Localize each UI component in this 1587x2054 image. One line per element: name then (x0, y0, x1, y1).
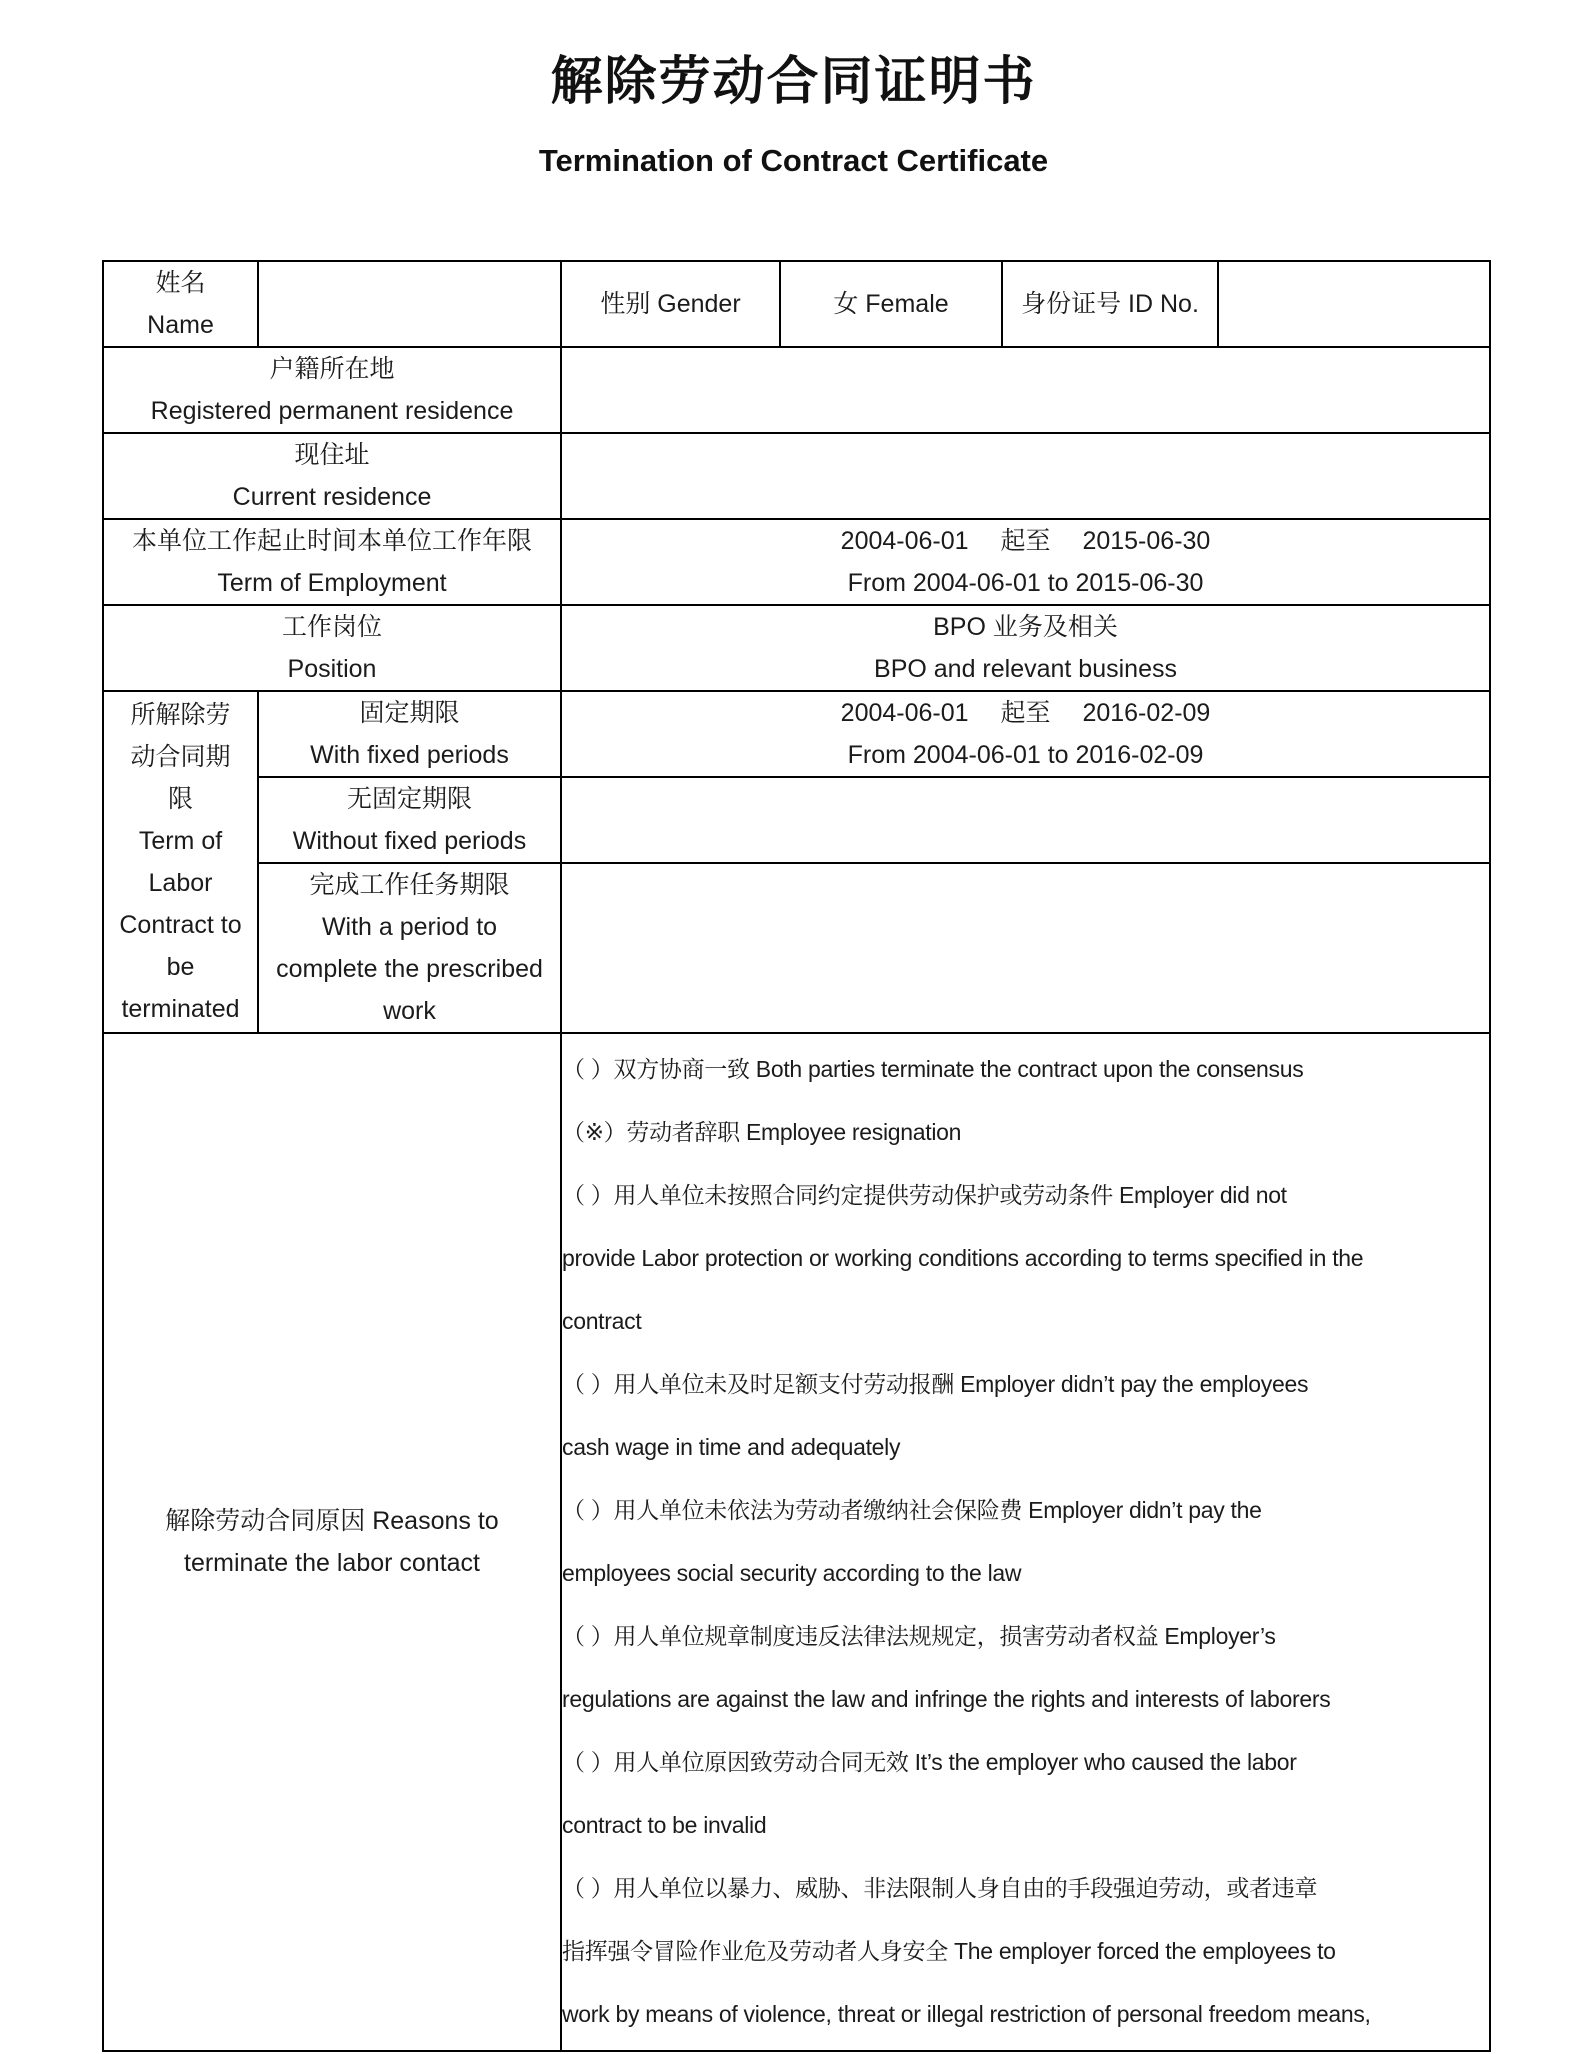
contract-term-group-line: 限 (167, 785, 193, 813)
term-of-employment-value-cell (561, 519, 1490, 605)
reasons-label-line2: terminate the labor contact (184, 1549, 480, 1577)
contract-term-group-line: Contract to (119, 911, 242, 939)
reason-line: employees social security according to the law (562, 1560, 1022, 1586)
reason-line: （ ）用人单位未依法为劳动者缴纳社会保险费 Employer didn’t pay the (562, 1497, 1262, 1523)
task-period-value-cell[interactable] (561, 863, 1490, 1033)
name-label-cn: 姓名 (155, 269, 206, 297)
reason-line: （ ）双方协商一致 Both parties terminate the contract upon the consensus (562, 1056, 1304, 1082)
name-label-cell (103, 261, 258, 347)
reason-line: cash wage in time and adequately (562, 1434, 901, 1460)
row-name-gender-id (103, 261, 1490, 347)
task-period-label-line: With a period to (321, 913, 498, 941)
position-value-cell (561, 605, 1490, 691)
without-fixed-periods-label-en: Without fixed periods (292, 827, 527, 855)
contract-term-group-line: be (166, 953, 195, 981)
term-of-employment-dates-en: From 2004-06-01 to 2015-06-30 (847, 569, 1204, 597)
reason-line: （ ）用人单位未及时足额支付劳动报酬 Employer didn’t pay the employees (562, 1371, 1309, 1397)
reason-line: regulations are against the law and infringe the rights and interests of laborers (562, 1686, 1331, 1712)
current-residence-label-cell (103, 433, 561, 519)
contract-term-group-label-cell (103, 691, 258, 1033)
fixed-periods-dates-en: From 2004-06-01 to 2016-02-09 (847, 741, 1204, 769)
registered-residence-value-cell[interactable] (561, 347, 1490, 433)
current-residence-value-cell[interactable] (561, 433, 1490, 519)
name-value-cell[interactable] (258, 261, 561, 347)
task-period-label-line: work (383, 997, 436, 1025)
name-label-en: Name (147, 311, 214, 339)
reason-line: provide Labor protection or working conditions according to terms specified in the (562, 1245, 1364, 1271)
task-period-label-line: 完成工作任务期限 (309, 871, 510, 899)
reason-line: （ ）用人单位以暴力、威胁、非法限制人身自由的手段强迫劳动，或者违章 (562, 1875, 1318, 1901)
reason-line: contract to be invalid (562, 1812, 767, 1838)
reason-line: work by means of violence, threat or illegal restriction of personal freedom means, (562, 2001, 1371, 2027)
without-fixed-periods-label-cn: 无固定期限 (346, 785, 472, 813)
row-without-fixed-periods (103, 777, 1490, 863)
reason-line: （※）劳动者辞职 Employee resignation (562, 1119, 962, 1145)
id-label-cell: 身份证号 ID No. (1002, 261, 1218, 347)
position-label-cell (103, 605, 561, 691)
term-of-employment-label-en: Term of Employment (217, 569, 447, 597)
reason-line: （ ）用人单位规章制度违反法律法规规定，损害劳动者权益 Employer’s (562, 1623, 1276, 1649)
contract-term-group-line: terminated (121, 995, 240, 1023)
document-title-chinese: 解除劳动合同证明书 (550, 51, 1037, 112)
position-label-en: Position (287, 655, 377, 683)
reason-line: （ ）用人单位未按照合同约定提供劳动保护或劳动条件 Employer did not (562, 1182, 1287, 1208)
row-term-of-employment (103, 519, 1490, 605)
contract-term-group-line: 动合同期 (130, 743, 231, 771)
without-fixed-periods-label-cell (258, 777, 561, 863)
contract-term-group-line: 所解除劳 (130, 701, 231, 729)
row-position (103, 605, 1490, 691)
position-value-cn: BPO 业务及相关 (933, 613, 1118, 641)
task-period-label-line: complete the prescribed (276, 955, 543, 983)
fixed-periods-dates-cn: 2004-06-01 起至 2016-02-09 (840, 699, 1211, 727)
fixed-periods-label-cn: 固定期限 (359, 699, 460, 727)
current-residence-label-cn: 现住址 (294, 441, 370, 469)
term-of-employment-dates-cn: 2004-06-01 起至 2015-06-30 (840, 527, 1211, 555)
reasons-label-cell (103, 1033, 561, 2051)
reasons-label-line1: 解除劳动合同原因 Reasons to (165, 1507, 499, 1535)
document-title-english: Termination of Contract Certificate (538, 143, 1049, 178)
registered-residence-label-en: Registered permanent residence (150, 397, 514, 425)
id-value-cell[interactable] (1218, 261, 1490, 347)
row-reasons (103, 1033, 1490, 2051)
fixed-periods-value-cell (561, 691, 1490, 777)
row-task-period (103, 863, 1490, 1033)
reason-line: 指挥强令冒险作业危及劳动者人身安全 The employer forced the employees to (562, 1938, 1336, 1964)
gender-label-cell: 性别 Gender (561, 261, 780, 347)
row-fixed-periods (103, 691, 1490, 777)
reason-line: contract (562, 1308, 642, 1334)
registered-residence-label-cell (103, 347, 561, 433)
term-of-employment-label-cn: 本单位工作起止时间本单位工作年限 (131, 527, 532, 555)
row-registered-residence (103, 347, 1490, 433)
without-fixed-periods-value-cell[interactable] (561, 777, 1490, 863)
position-value-en: BPO and relevant business (874, 655, 1177, 683)
task-period-label-cell (258, 863, 561, 1033)
term-of-employment-label-cell (103, 519, 561, 605)
fixed-periods-label-en: With fixed periods (310, 741, 509, 769)
current-residence-label-en: Current residence (232, 483, 432, 511)
position-label-cn: 工作岗位 (281, 613, 382, 641)
fixed-periods-label-cell (258, 691, 561, 777)
reason-line: （ ）用人单位原因致劳动合同无效 It’s the employer who caused the labor (562, 1749, 1297, 1775)
reasons-content-cell (561, 1033, 1490, 2051)
contract-term-group-line: Labor (148, 869, 213, 897)
certificate-table (102, 260, 1491, 2052)
row-current-residence (103, 433, 1490, 519)
registered-residence-label-cn: 户籍所在地 (269, 355, 395, 383)
contract-term-group-line: Term of (138, 827, 223, 855)
gender-value-cell: 女 Female (780, 261, 1002, 347)
